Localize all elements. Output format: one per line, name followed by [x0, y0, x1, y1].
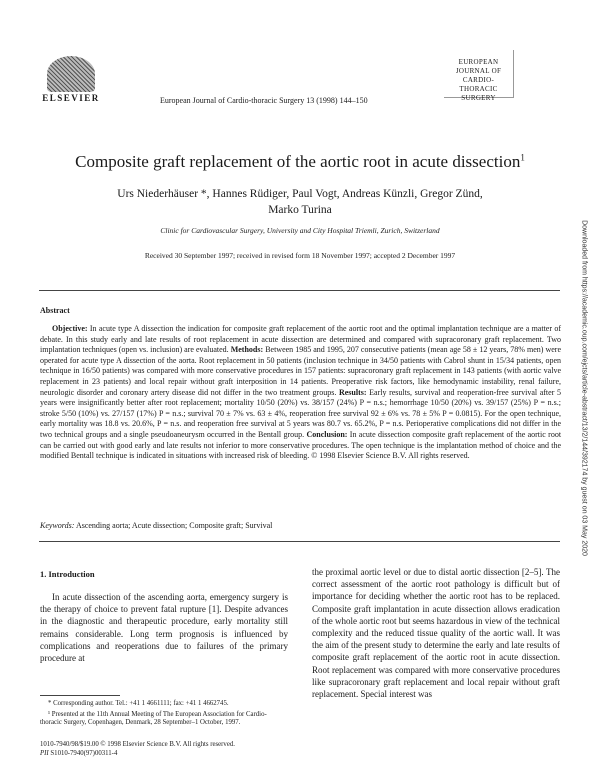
footnotes — [40, 700, 288, 730]
section-heading: 1. Introduction — [40, 569, 95, 579]
authors-line2: Marko Turina — [268, 204, 332, 216]
abstract-paragraph — [40, 324, 561, 462]
intro-right-column — [312, 566, 560, 700]
divider-bottom — [39, 541, 560, 542]
title-text: Composite graft replacement of the aortic root in acute dissection — [75, 152, 521, 171]
conclusion-text: In acute dissection composite graft replacement of the aortic root can be carried out with good early and late results not inferior to more conservative procedures. The open technique is the implantation method of choice and the modified Bentall technique is indicated in situations with increased risk of bleeding. © 1998 Elsevier Science B.V. All rights reserved. — [40, 429, 562, 461]
received-dates: Received 30 September 1997; received in revised form 18 November 1997; accepted 2 December 1997 — [144, 251, 456, 260]
keywords-text: Ascending aorta; Acute dissection; Composite graft; Survival — [75, 521, 273, 530]
authors-line1: Urs Niederhäuser *, Hannes Rüdiger, Paul Vogt, Andreas Künzli, Gregor Zünd, — [117, 188, 483, 200]
download-watermark: Downloaded from https://academic.oup.com/ejcts/article-abstract/13/2/144/392174 by guest on 03 May 2020 — [580, 220, 588, 556]
divider-top — [39, 290, 560, 291]
author-list — [100, 186, 500, 218]
article-title — [0, 152, 600, 172]
pii-label: PII — [40, 750, 49, 757]
abstract-body — [40, 324, 561, 462]
footnote-corresponding: * Corresponding author. Tel.: +41 1 4661111; fax: +41 1 4662745. — [48, 700, 229, 707]
elsevier-tree-icon — [47, 56, 95, 92]
footnote-presented: ¹ Presented at the 11th Annual Meeting of The European Association for Cardio-thoracic Surgery, Copenhagen, Denmark, 28 September–1 October, 1997. — [40, 710, 267, 727]
abstract-heading: Abstract — [40, 306, 70, 315]
objective-label: Objective: — [52, 324, 88, 333]
pii-line — [40, 749, 235, 758]
issn-line: 1010-7940/98/$19.00 © 1998 Elsevier Science B.V. All rights reserved. — [40, 741, 235, 748]
journal-logo-line3: SURGERY — [461, 94, 496, 102]
journal-logo-line1: EUROPEAN JOURNAL OF — [455, 58, 502, 75]
conclusion-label: Conclusion: — [306, 429, 348, 439]
intro-left-text: In acute dissection of the ascending aorta, emergency surgery is the therapy of choice to prevent fatal rupture [1]. Despite advances in the diagnostic and therapeutic procedure, early mortality still remains considerable. Long term prognosis is influenced by complications and reoperations due to failures of the primary procedure at — [40, 592, 288, 664]
intro-right-text: the proximal aortic level or due to distal aortic dissection [2–5]. The correct assessment of the aortic root pathology is difficult but of importance for deciding whether the aortic root has to be replaced. Composite graft implantation in acute dissection allows eradication of the whole aortic root but seems hazardous in view of the technical complexity and the reduced tissue quality of the aortic wall. It was the aim of the present study to determine the early and late results of composite graft replacement of the aortic root in acute dissection. Root replacement was compared with more conservative procedures like supracoronary graft replacement and local repair without graft replacement. Special interest was — [312, 567, 560, 700]
journal-citation: European Journal of Cardio-thoracic Surgery 13 (1998) 144–150 — [160, 96, 368, 105]
affiliation: Clinic for Cardiovascular Surgery, University and City Hospital Triemli, Zurich, Switzerland — [160, 226, 440, 235]
results-label: Results: — [338, 387, 367, 397]
title-footnote-mark: 1 — [520, 152, 525, 163]
keywords — [40, 521, 561, 530]
intro-left-column — [40, 591, 288, 664]
keywords-label: Keywords: — [40, 521, 75, 530]
objective-text: In acute type A dissection the indication for composite graft replacement of the aortic root and the optimal implantation technique are a matter of debate. In this study early and late results of root replacement in acute dissection are determined and compared with supracoronary graft replacement. Two implantation techniques (open vs. inclusion) are evaluated. — [40, 324, 561, 355]
journal-logo — [444, 50, 514, 102]
results-text: Early results, survival and reoperation-free survival after 5 years were insignificantly better after root replacement; mortality 10/50 (20%) vs. 38/157 (24%) P = n.s.; hemorrhage 10/50 (20%) vs. 39/157 (25%) P = n.s.; stroke 5/50 (10%) vs. 27/157 (17%) P = n.s.; survival 70 ± 7% vs. 63 ± 4%, reoperation free survival 92 ± 6% vs. 78 ± 5% P = 0.0815). For the open technique, early mortality was 18.8 vs. 20.6%, P = n.s. and reoperation free survival at 5 years was 80.7 vs. 65.2%, P = n.s. Perioperative complications did not differ in the two technical groups and a single pseudoaneurysm occurred in the Bentall group. — [40, 387, 561, 439]
footnote-rule — [40, 695, 120, 696]
elsevier-logo — [40, 56, 102, 103]
methods-text: Between 1985 and 1995, 207 consecutive patients (mean age 58 ± 12 years, 78% men) were operated for acute type A dissection of the aorta. Root replacement in 50 patients (inclusion technique in 34/50 patients with Cabrol shunt in 15/34 patients, open technique in 16/50 patients) was compared with more conservative procedures in 157 patients: supracoronary graft replacement in 143 patients (with aortic valve replacement in 23 patients) and local repair without graft interposition in 14 patients. Preoperative risk factors, like hemodynamic instability, renal failure, neurologic disorder and coronary artery disease did not differ in the two treatment groups. — [40, 345, 562, 397]
pii-value: S1010-7940(97)00311-4 — [50, 750, 118, 757]
methods-label: Methods: — [230, 345, 264, 355]
publisher-name: ELSEVIER — [42, 93, 100, 103]
copyright-issn — [40, 740, 235, 758]
journal-logo-line2: CARDIO-THORACIC — [459, 76, 498, 93]
